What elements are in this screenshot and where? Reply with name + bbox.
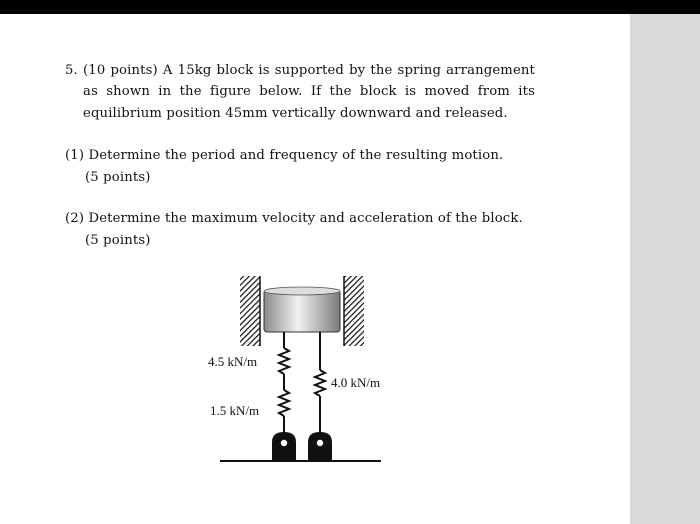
- lower-left-spring: [279, 390, 289, 416]
- problem-number: 5.: [65, 63, 78, 78]
- problem-line-3: equilibrium position 45mm vertically downward and released.: [83, 106, 508, 121]
- right-spring: [315, 370, 325, 396]
- right-wall: [344, 276, 364, 346]
- spring-label-right: 4.0 kN/m: [331, 375, 381, 390]
- part-2-question: (2) Determine the maximum velocity and acceleration of the block.: [65, 211, 523, 226]
- right-spring-column: [315, 332, 325, 434]
- right-pin-support: [308, 432, 332, 460]
- spring-label-lower-left: 1.5 kN/m: [210, 403, 260, 418]
- problem-line-2: as shown in the figure below. If the block is moved from its: [83, 84, 535, 99]
- left-wall: [240, 276, 260, 346]
- spring-system-figure: [200, 268, 400, 468]
- problem-line-1: (10 points) A 15kg block is supported by the spring arrangement: [83, 63, 535, 78]
- spring-label-upper-left: 4.5 kN/m: [208, 354, 258, 369]
- block: [264, 287, 340, 332]
- left-spring-column: [279, 332, 289, 434]
- right-gray-panel: [630, 14, 700, 524]
- left-pin-support: [272, 432, 296, 460]
- top-black-bar: [0, 0, 700, 14]
- part-2-points: (5 points): [85, 233, 151, 248]
- part-1-question: (1) Determine the period and frequency of the resulting motion.: [65, 148, 504, 163]
- part-1-points: (5 points): [85, 170, 151, 185]
- upper-left-spring: [279, 348, 289, 374]
